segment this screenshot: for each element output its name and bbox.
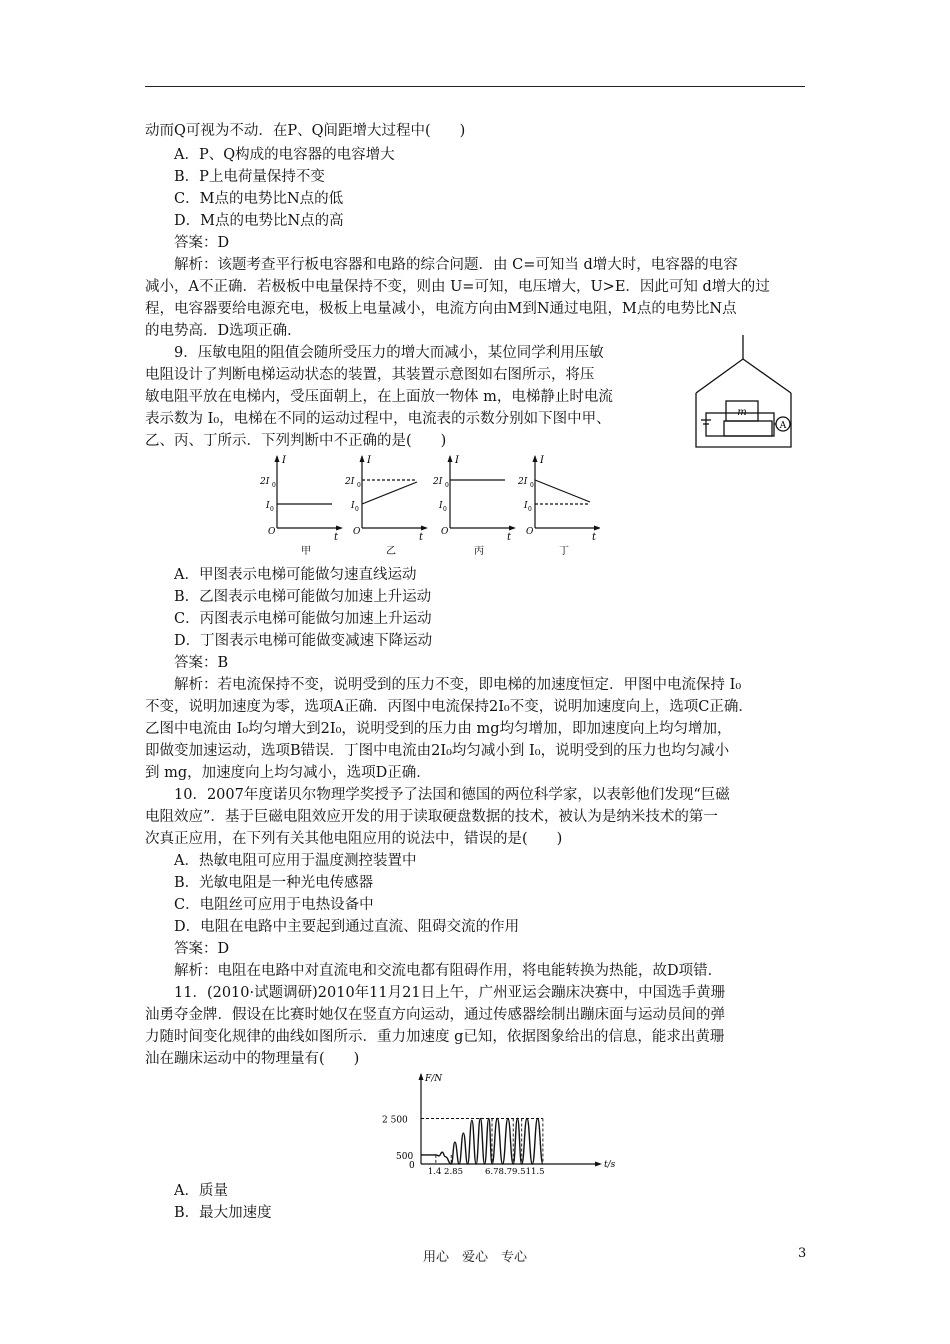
q9-line-1: 9．压敏电阻的阻值会随所受压力的增大而减小，某位同学利用压敏: [174, 345, 604, 361]
ammeter-label: A: [779, 421, 787, 431]
arrow-i: [360, 455, 365, 462]
current-line: [362, 482, 417, 504]
force-time-chart: [378, 1070, 628, 1174]
tick-label-i0: I: [439, 501, 443, 511]
arrow-t: [421, 526, 428, 531]
tick-sub-2i0: 0: [357, 482, 361, 489]
q10-answer: 答案：D: [174, 941, 230, 957]
axis-label-i: I: [540, 455, 544, 466]
tick-sub-2i0: 0: [445, 482, 449, 489]
arrow-t: [336, 526, 343, 531]
q9-explanation-2: 不变，说明加速度为零，选项A正确．丙图中电流保持2I₀不变，说明加速度向上，选项C正确．: [145, 699, 753, 715]
q9-answer: 答案：B: [174, 655, 229, 671]
y-axis-arrow: [419, 1073, 424, 1080]
q10-option-c: C．电阻丝可应用于电热设备中: [174, 897, 374, 913]
x-axis-arrow: [595, 1162, 602, 1167]
graph-caption: 甲: [301, 546, 311, 557]
tick-sub-i0: 0: [355, 506, 359, 513]
origin-label: O: [268, 527, 276, 537]
axis-label-t: t: [419, 532, 424, 543]
q9-line-2: 电阻设计了判断电梯运动状态的装置，其装置示意图如右图所示，将压: [145, 367, 595, 383]
q10-option-d: D．电阻在电路中主要起到通过直流、阻碍交流的作用: [174, 919, 520, 935]
graph-2: [344, 455, 428, 557]
footer-motto: 用心 爱心 专心: [422, 1250, 527, 1265]
axis-label-i: I: [455, 455, 459, 466]
tick-label-2i0: 2I: [345, 477, 355, 487]
q10-line-1: 10．2007年度诺贝尔物理学奖授予了法国和德国的两位科学家，以表彰他们发现“巨磁: [174, 787, 730, 803]
y-tick-label: 500: [396, 1151, 414, 1162]
graph-caption: 丙: [474, 546, 484, 557]
q8-answer: 答案：D: [174, 235, 230, 251]
origin-label: 0: [409, 1161, 415, 1171]
q9-option-c: C．丙图表示电梯可能做匀加速上升运动: [174, 611, 432, 627]
tick-sub-i0: 0: [528, 506, 532, 513]
current-line: [535, 480, 590, 502]
x-tick-labels: 6.78.79.511.5: [485, 1167, 545, 1174]
q11-line-2: 汕勇夺金牌．假设在比赛时她仅在竖直方向运动，通过传感器绘制出蹦床面与运动员间的弹: [145, 1007, 725, 1023]
arrow-t: [509, 526, 516, 531]
graph-1: [259, 455, 343, 557]
arrow-t: [594, 526, 600, 531]
q9-option-b: B．乙图表示电梯可能做匀加速上升运动: [174, 589, 432, 605]
q11-line-1: 11．(2010·试题调研)2010年11月21日上午，广州亚运会蹦床决赛中，中国选手黄珊: [174, 985, 726, 1001]
axis-label-i: I: [367, 455, 371, 466]
q10-explanation-1: 解析：电阻在电路中对直流电和交流电都有阻碍作用，将电能转换为热能，故D项错．: [174, 963, 723, 979]
tick-sub-i0: 0: [443, 506, 447, 513]
graph-caption: 丁: [559, 546, 569, 557]
tick-label-i0: I: [524, 501, 528, 511]
graph-4: [517, 455, 600, 557]
q8-option-c: C．M点的电势比N点的低: [174, 191, 344, 207]
mass-label: m: [737, 407, 747, 418]
q9-option-a: A．甲图表示电梯可能做匀速直线运动: [174, 567, 417, 583]
q9-explanation-3: 乙图中电流由 I₀均匀增大到2I₀，说明受到的压力由 mg均匀增加，即加速度向上均匀增加，: [145, 721, 732, 737]
tick-label-2i0: 2I: [260, 477, 270, 487]
q10-option-a: A．热敏电阻可应用于温度测控装置中: [174, 853, 417, 869]
q9-line-4: 表示数为 I₀，电梯在不同的运动过程中，电流表的示数分别如下图中甲、: [145, 411, 611, 427]
tick-label-i0: I: [266, 501, 270, 511]
origin-label: O: [353, 527, 361, 537]
q11-option-a: A．质量: [174, 1183, 228, 1199]
q11-line-4: 汕在蹦床运动中的物理量有( ): [145, 1051, 360, 1067]
q10-line-2: 电阻效应”．基于巨磁电阻效应开发的用于读取硬盘数据的技术，被认为是纳米技术的第一: [145, 809, 718, 825]
force-curve: [421, 1119, 543, 1165]
q8-explanation-2: 减小，A不正确．若极板中电量保持不变，则由 U=可知，电压增大，U>E．因此可知 d增大的过: [145, 279, 770, 295]
q8-explanation-4: 的电势高．D选项正确．: [145, 323, 302, 339]
graph-caption: 乙: [386, 546, 396, 557]
q9-line-3: 敏电阻平放在电梯内，受压面朝上，在上面放一物体 m，电梯静止时电流: [145, 389, 613, 405]
arrow-i: [275, 455, 280, 462]
axis-label-t: t: [507, 532, 512, 543]
q8-line-1: 动而Q可视为不动．在P、Q间距增大过程中( ): [145, 123, 466, 139]
q11-option-b: B．最大加速度: [174, 1205, 272, 1221]
current-time-graphs: [250, 452, 600, 562]
q9-line-5: 乙、丙、丁所示．下列判断中不正确的是( ): [145, 433, 447, 449]
tick-sub-i0: 0: [270, 506, 274, 513]
arrow-i: [533, 455, 538, 462]
x-axis-label: t/s: [604, 1160, 616, 1170]
q8-explanation-1: 解析：该题考查平行板电容器和电路的综合问题．由 C=可知当 d增大时，电容器的电容: [174, 257, 738, 273]
q11-line-3: 力随时间变化规律的曲线如图所示．重力加速度 g已知，依据图象给出的信息，能求出黄珊: [145, 1029, 725, 1045]
q8-option-a: A．P、Q构成的电容器的电容增大: [174, 147, 395, 163]
q9-explanation-5: 到 mg，加速度向上均匀减小，选项D正确．: [145, 765, 431, 781]
tick-label-i0: I: [351, 501, 355, 511]
origin-label: O: [441, 527, 449, 537]
tick-label-2i0: 2I: [433, 477, 443, 487]
arrow-i: [448, 455, 453, 462]
tick-label-2i0: 2I: [518, 477, 528, 487]
y-tick-label: 2 500: [382, 1115, 408, 1126]
axis-label-i: I: [282, 455, 286, 466]
y-axis-label: F/N: [425, 1074, 443, 1084]
axis-label-t: t: [592, 532, 597, 543]
tick-sub-2i0: 0: [272, 482, 276, 489]
q8-explanation-3: 程，电容器要给电源充电，极板上电量减小，电流方向由M到N通过电阻，M点的电势比N点: [145, 301, 737, 317]
axis-label-t: t: [334, 532, 339, 543]
q8-option-b: B．P上电荷量保持不变: [174, 169, 325, 185]
q8-option-d: D．M点的电势比N点的高: [174, 213, 344, 229]
page-number: 3: [798, 1246, 807, 1261]
q10-line-3: 次真正应用，在下列有关其他电阻应用的说法中，错误的是( ): [145, 831, 563, 847]
q10-option-b: B．光敏电阻是一种光电传感器: [174, 875, 374, 891]
q9-option-d: D．丁图表示电梯可能做变减速下降运动: [174, 633, 433, 649]
x-tick-labels: 1.4 2.85: [427, 1167, 463, 1174]
graph-3: [432, 455, 516, 557]
q9-explanation-4: 即做变加速运动，选项B错误．丁图中电流由2I₀均匀减小到 I₀，说明受到的压力也均匀减小: [145, 743, 730, 759]
header-rule: [145, 86, 805, 87]
elevator-circuit-diagram: [688, 333, 804, 453]
origin-label: O: [526, 527, 534, 537]
tick-sub-2i0: 0: [530, 482, 534, 489]
q9-explanation-1: 解析：若电流保持不变，说明受到的压力不变，即电梯的加速度恒定．甲图中电流保持 I₀: [174, 677, 742, 693]
